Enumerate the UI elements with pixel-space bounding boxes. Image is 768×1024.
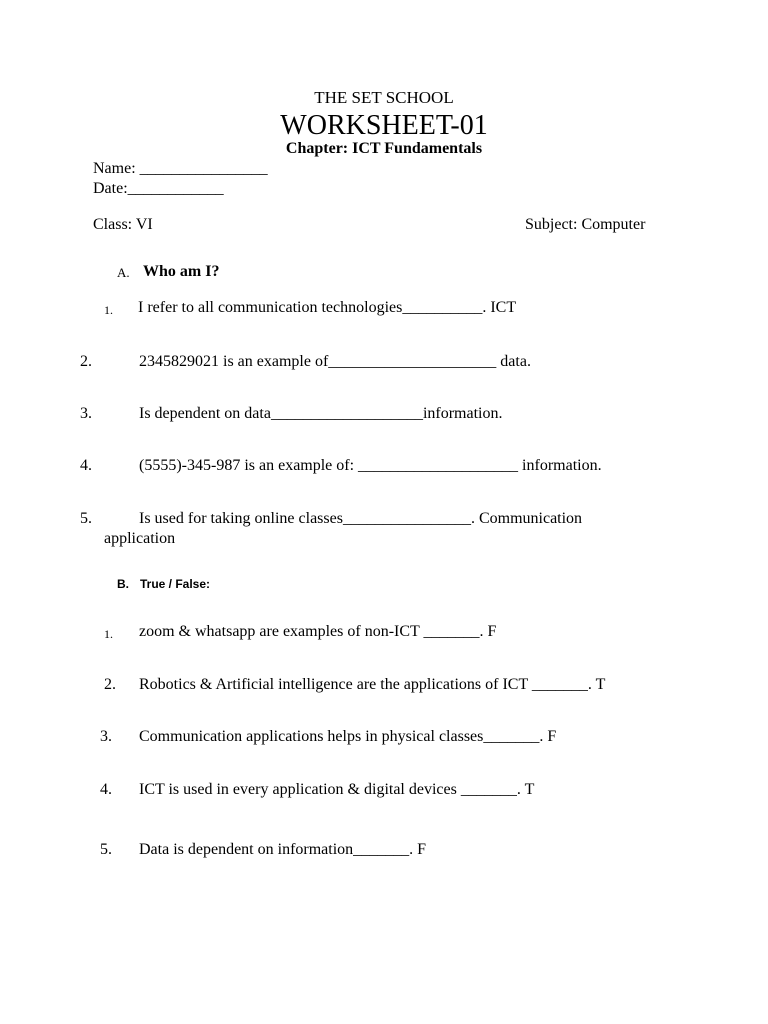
chapter-title: Chapter: ICT Fundamentals [285,140,483,157]
date-field: Date:____________ [93,180,224,197]
question-text: ICT is used in every application & digital devices _______. T [139,781,535,798]
section-b-marker: B. [117,577,129,591]
question-number: 5. [80,510,92,527]
section-a-heading: Who am I? [143,263,220,280]
question-text: Communication applications helps in physical classes_______. F [139,728,557,745]
question-text: Robotics & Artificial intelligence are the applications of ICT _______. T [139,676,606,693]
subject-label: Subject: Computer [525,216,646,233]
question-number: 5. [100,841,112,858]
question-number: 2. [104,676,116,693]
question-text: Is dependent on data___________________information. [139,405,503,422]
question-number: 1. [104,303,113,317]
question-number: 3. [80,405,92,422]
school-name: THE SET SCHOOL [314,88,454,107]
question-text: I refer to all communication technologies__________. ICT [138,299,517,316]
question-text: 2345829021 is an example of_____________________ data. [139,353,531,370]
class-label: Class: VI [93,216,153,233]
section-a-marker: A. [117,265,130,280]
section-b-heading: True / False: [140,577,211,591]
question-number: 3. [100,728,112,745]
question-text: zoom & whatsapp are examples of non-ICT _______. F [139,623,497,640]
question-text: (5555)-345-987 is an example of: ____________________ information. [139,457,602,474]
question-number: 1. [104,627,113,641]
worksheet-title: WORKSHEET-01 [280,110,488,141]
question-number: 2. [80,353,92,370]
question-text-continuation: application [104,530,176,547]
question-text: Data is dependent on information_______. F [139,841,427,858]
question-number: 4. [100,781,112,798]
name-field: Name: ________________ [93,160,268,177]
question-text: Is used for taking online classes________________. Communication [139,510,583,527]
question-number: 4. [80,457,92,474]
